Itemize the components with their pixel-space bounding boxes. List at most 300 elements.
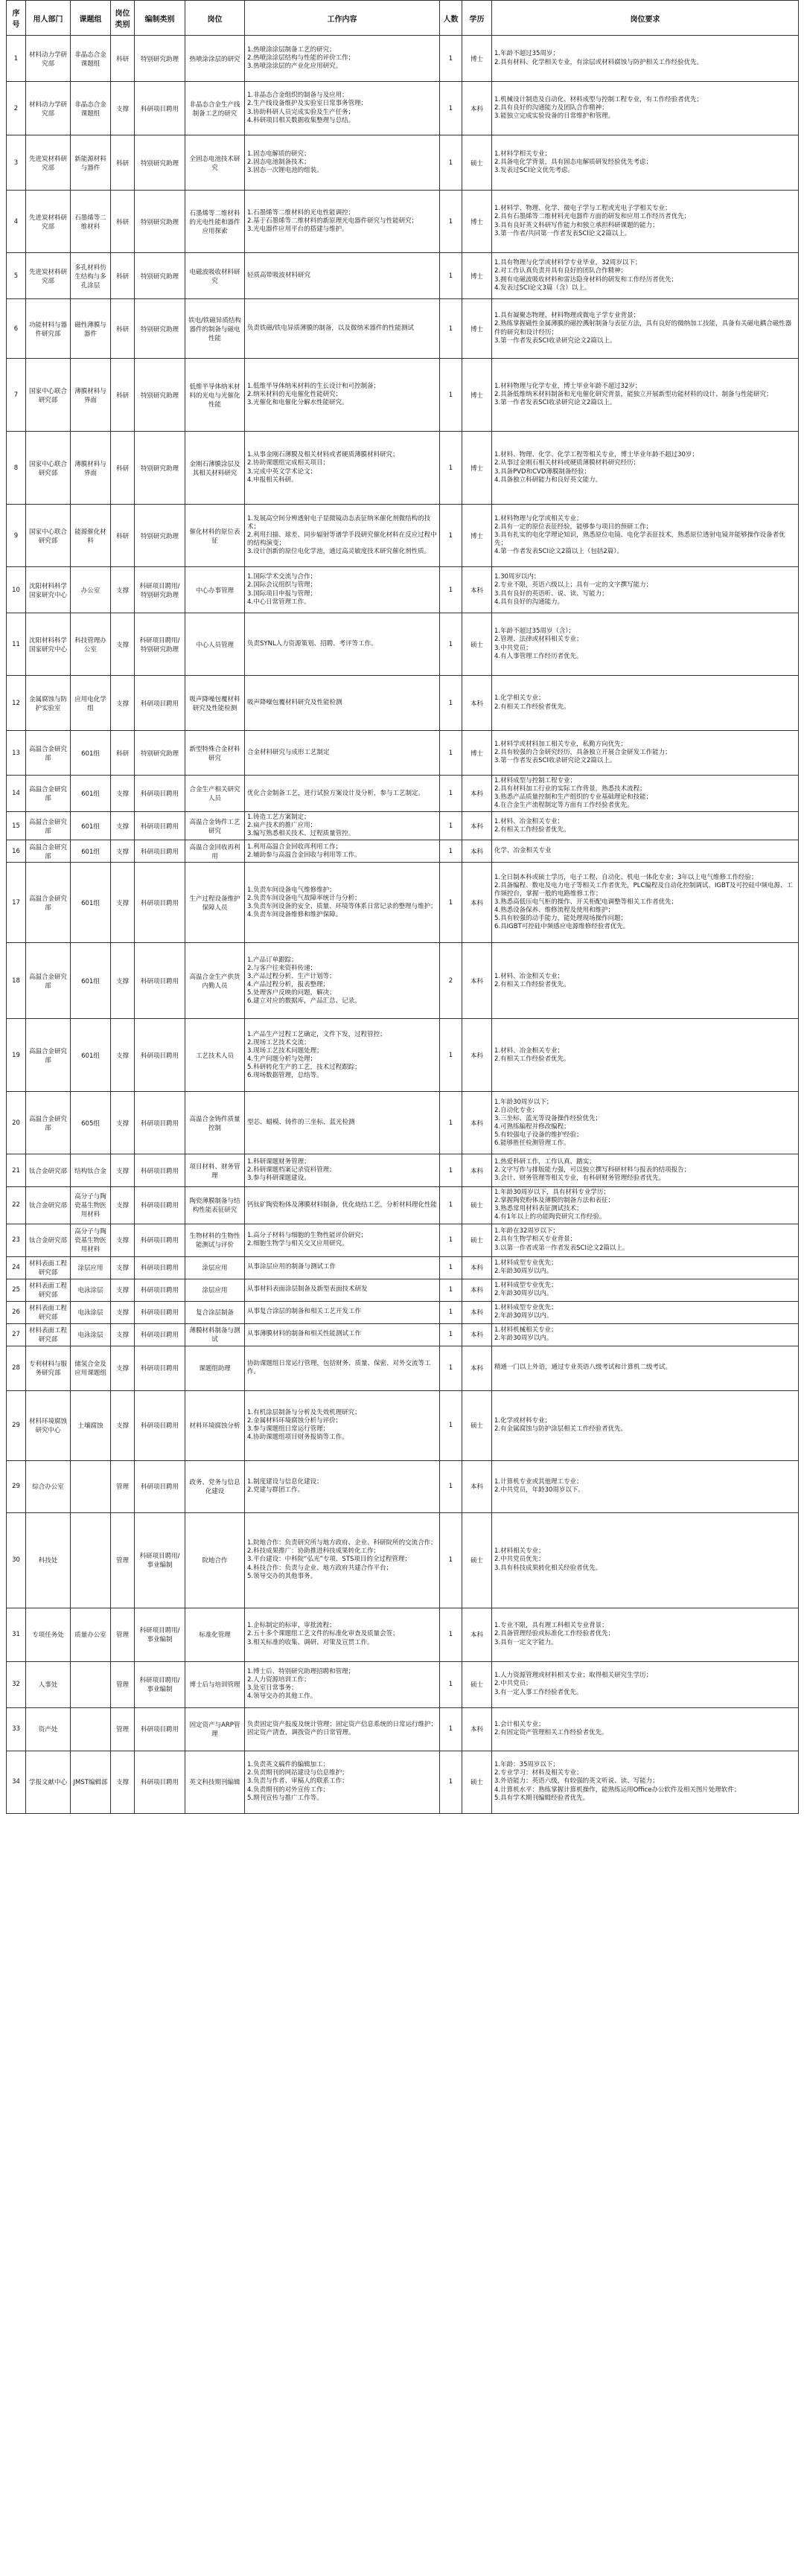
cell-group: 601组 [71, 1019, 111, 1092]
cell-dept: 先进炭材料研究部 [26, 135, 71, 191]
cell-education: 本科 [462, 1154, 492, 1187]
cell-dept: 沈阳材料科学国家研究中心 [26, 613, 71, 676]
cell-work: 1.低维半导体纳米材料的生长设计和可控制备； 2.纳米材料的光电催化性能研究； 3.光催化和电催化分解水性能研究。 [245, 359, 440, 432]
header-dept: 用人部门 [26, 1, 71, 36]
cell-count: 1 [440, 1256, 462, 1279]
cell-no: 29 [7, 1390, 26, 1460]
cell-dept: 高温合金研究部 [26, 1019, 71, 1092]
cell-count: 1 [440, 613, 462, 676]
table-row [7, 253, 799, 299]
table-row [7, 1751, 799, 1813]
cell-work: 吸声降噪包覆材料研究及性能检测 [245, 676, 440, 731]
cell-count: 1 [440, 1707, 462, 1751]
cell-education: 博士 [462, 191, 492, 253]
table-row [7, 676, 799, 731]
cell-no: 11 [7, 613, 26, 676]
cell-post: 英文科技期刊编辑 [185, 1751, 245, 1813]
cell-education: 本科 [462, 676, 492, 731]
cell-count: 1 [440, 1751, 462, 1813]
cell-dept: 材料环境腐蚀研究中心 [26, 1390, 71, 1460]
cell-group: 石墨烯等二维材料 [71, 191, 111, 253]
cell-work: 协助课题组日常运行管理，包括财务、质量、保密、对外交流等工作。 [245, 1346, 440, 1390]
cell-post: 标准化管理 [185, 1608, 245, 1661]
cell-post: 金刚石薄膜涂层及其相关材料研究 [185, 432, 245, 505]
table-row [7, 1707, 799, 1751]
cell-work: 1.制度建设与信息化建设； 2.党建与群团工作。 [245, 1460, 440, 1512]
cell-requirements: 1.具有凝聚态物理、材料物理或微电子学专业背景； 2.熟练掌握磁性金属薄膜的磁控溅射制备与表征方法，具有良好的微纳加工技能，具备有关磁电耦合磁性器件的研究和设计经历； 3.第一作者发表SCI收录研究论文2篇以上。 [492, 299, 799, 359]
cell-no: 10 [7, 567, 26, 613]
table-row [7, 567, 799, 613]
cell-post: 中心人员管理 [185, 613, 245, 676]
cell-no: 24 [7, 1256, 26, 1279]
cell-establishment: 科研项目聘用 [135, 1154, 185, 1187]
table-row [7, 840, 799, 863]
cell-requirements: 1.全日制本科或硕士学历，电子工程、自动化、机电一体化专业；3年以上电气维修工作经验； 2.具备编程、数电及电力电子等相关工作者优先，PLC编程及自动化控制调试、IGBT及可控硅中频电源、工作频控台，掌握一般的电路维修工作； 3.熟悉高低压电气柜的操作、开关柜配电调整等相关工作者优先； 4.熟悉设备保养、维修流程及使用和维护； 5.具有较强的动手能力，能处理现场操作问题； 6.具IGBT可控硅中频感应电源维修经验者优先。 [492, 863, 799, 943]
cell-education: 本科 [462, 1301, 492, 1323]
cell-work: 1.负责车间设备电气维修维护； 2.负责车间设备电气故障率统计与分析； 3.负责车间设备的安全、质量、环境等体系日常记录的整理与维护； 4.负责车间设备维修和维护保障。 [245, 863, 440, 943]
cell-category: 科研 [111, 299, 135, 359]
cell-dept: 沈阳材料科学国家研究中心 [26, 567, 71, 613]
table-row [7, 1154, 799, 1187]
cell-education: 硕士 [462, 1512, 492, 1608]
cell-category: 支撑 [111, 1751, 135, 1813]
cell-dept: 先进炭材料研究部 [26, 253, 71, 299]
cell-post: 高温合金铸件工艺研究 [185, 812, 245, 840]
cell-category: 支撑 [111, 1279, 135, 1301]
cell-requirements: 1.材料成型与控制工程专业； 2.具有材料加工行业的实际工作背景，熟悉技术流程； 3.熟悉产品质量控制和生产组织的专业基础理论和技能； 4.在合金生产流程制定等方面有工作经验者优先。 [492, 776, 799, 812]
cell-establishment: 科研项目聘用 [135, 863, 185, 943]
cell-no: 13 [7, 731, 26, 776]
cell-work: 1.发展高空间分辨透射电子显微镜动态表征纳米催化剂微结构的技术； 2.利用扫描、球差、同步辐射等谱学手段研究催化材料在反应过程中的结构演变； 3.设计创新的原位电化学池，通过高灵敏度技术研究催化剂性质。 [245, 505, 440, 567]
cell-post: 高温合金回收再利用 [185, 840, 245, 863]
cell-establishment: 科研项目聘用 [135, 812, 185, 840]
cell-dept: 高温合金研究部 [26, 863, 71, 943]
cell-post: 材料环境腐蚀分析 [185, 1390, 245, 1460]
cell-education: 博士 [462, 359, 492, 432]
cell-dept: 学报文献中心 [26, 1751, 71, 1813]
cell-category: 支撑 [111, 82, 135, 135]
cell-requirements: 1.会计相关专业； 2.有固定资产管理相关工作经验者优先。 [492, 1707, 799, 1751]
cell-requirements: 1.材料物理与化学专业，博士毕业年龄不超过32岁； 2.具备低维纳米材料制备和光电催化研究背景，能独立开展新型功能材料的设计、制备与性能研究； 3.第一作者发表SCI收录研究论文2篇以上。 [492, 359, 799, 432]
cell-no: 26 [7, 1301, 26, 1323]
cell-requirements: 1.人力资源管理或材料相关专业；取得相关研究生学历； 2.中共党员； 3.有一定人事工作经验者优先。 [492, 1661, 799, 1707]
cell-work: 1.有机涂层制备与分析及失效机理研究； 2.金属材料环境腐蚀分析与评价； 3.参与课题组日常运行管理； 4.协助课题组项目财务报销等工作。 [245, 1390, 440, 1460]
table-row [7, 1256, 799, 1279]
cell-post: 石墨烯等二维材料的光电性能和器件应用探索 [185, 191, 245, 253]
cell-post: 陶瓷薄膜制备与结构性能表征研究 [185, 1187, 245, 1224]
cell-work: 从事材料表面涂层制备及新型表面技术研发 [245, 1279, 440, 1301]
cell-post: 热喷涂涂层的研究 [185, 36, 245, 82]
cell-establishment: 科研项目聘用 [135, 1301, 185, 1323]
cell-establishment: 特别研究助理 [135, 432, 185, 505]
cell-work: 1.产品生产过程工艺确定，文件下发，过程管控； 2.现场工艺技术交流； 3.现场工艺技术问题处理； 4.生产问题分析与处理； 5.科研转化生产的工艺，技术过程跟踪； 6.现场数据管理，总结等。 [245, 1019, 440, 1092]
cell-requirements: 1.年龄不超过35周岁（含）； 2.管理、法律或材料相关专业； 3.中共党员； 4.有人事管理工作经历者优先。 [492, 613, 799, 676]
cell-no: 16 [7, 840, 26, 863]
cell-dept: 钛合金研究部 [26, 1154, 71, 1187]
cell-count: 1 [440, 1608, 462, 1661]
cell-post: 合金生产相关研究人员 [185, 776, 245, 812]
cell-establishment: 特别研究助理 [135, 253, 185, 299]
cell-requirements: 1.材料物理与化学或相关专业； 2.具有一定的原位表征经验，能够参与项目的预研工作； 3.具有扎实的电化学理论知识，熟悉原位电镜、电化学表征技术，熟悉原位透射电镜并能够操作设备者优先； 4.第一作者发表SCI论文2篇以上（包括2篇）。 [492, 505, 799, 567]
cell-education: 硕士 [462, 1751, 492, 1813]
cell-work: 1.从事金刚石薄膜及相关材料或者硬质薄膜材料研究； 2.协助课题组完成相关项目； 3.完成中英文学术论文； 4.申报相关科研。 [245, 432, 440, 505]
cell-post: 固定资产与ARP管理 [185, 1707, 245, 1751]
cell-category: 支撑 [111, 812, 135, 840]
cell-education: 本科 [462, 1279, 492, 1301]
cell-no: 9 [7, 505, 26, 567]
cell-no: 20 [7, 1092, 26, 1154]
cell-dept: 材料表面工程研究部 [26, 1323, 71, 1346]
cell-group: 高分子与陶瓷基生物医用材料 [71, 1187, 111, 1224]
cell-count: 1 [440, 299, 462, 359]
cell-category: 支撑 [111, 776, 135, 812]
cell-group: 多孔材料仿生结构与多孔涂层 [71, 253, 111, 299]
cell-group: JMST编辑部 [71, 1751, 111, 1813]
table-row [7, 1279, 799, 1301]
cell-no: 28 [7, 1346, 26, 1390]
cell-no: 8 [7, 432, 26, 505]
cell-work: 1.博士后、特别研究助理招聘和管理； 2.人力资源培训工作； 3.处室日常事务； 4.领导交办的其他工作。 [245, 1661, 440, 1707]
cell-post: 中心办事管理 [185, 567, 245, 613]
cell-requirements: 1.材料学、物理、化学、微电子学与工程或光电子学相关专业； 2.具有石墨烯等二维材料光电器件方面的研发和应用工作经历者优先； 3.具有良好英文科研写作能力和独立承担科研课题的能力； 3.第一作者/共同第一作者发表SCI论文2篇以上。 [492, 191, 799, 253]
cell-establishment: 特别研究助理 [135, 505, 185, 567]
cell-group [71, 1707, 111, 1751]
cell-education: 本科 [462, 812, 492, 840]
cell-education: 本科 [462, 1346, 492, 1390]
cell-requirements: 1.材料成型专业优先； 2.年龄30周岁以内。 [492, 1301, 799, 1323]
cell-education: 本科 [462, 943, 492, 1019]
cell-no: 34 [7, 1751, 26, 1813]
cell-education: 本科 [462, 776, 492, 812]
cell-count: 1 [440, 1019, 462, 1092]
cell-count: 1 [440, 191, 462, 253]
cell-category: 支撑 [111, 613, 135, 676]
table-row [7, 1460, 799, 1512]
cell-no: 17 [7, 863, 26, 943]
cell-requirements: 1.材料、冶金相关专业； 2.有相关工作经验者优先。 [492, 1019, 799, 1092]
cell-no: 21 [7, 1154, 26, 1187]
cell-requirements: 1.30周岁以内； 2.专业不限，英语六级以上；具有一定的文字撰写能力； 3.具有良好的英语听、说、读、写能力； 4.具有良好的沟通能力。 [492, 567, 799, 613]
cell-post: 工艺技术人员 [185, 1019, 245, 1092]
cell-work: 1.负责英文稿件的编辑加工； 2.负责期刊的网站建设与信息维护； 3.负责与作者、审稿人的联系工作； 4.负责期刊的对外宣传工作； 5.期刊宣传与推广工作等。 [245, 1751, 440, 1813]
cell-count: 1 [440, 253, 462, 299]
cell-dept: 高温合金研究部 [26, 731, 71, 776]
cell-dept: 专利材料与服务研究部 [26, 1346, 71, 1390]
cell-education: 博士 [462, 432, 492, 505]
cell-count: 1 [440, 1154, 462, 1187]
cell-education: 硕士 [462, 613, 492, 676]
cell-group: 高分子与陶瓷基生物医用材料 [71, 1224, 111, 1256]
cell-dept: 综合办公室 [26, 1460, 71, 1512]
cell-no: 5 [7, 253, 26, 299]
table-row [7, 613, 799, 676]
cell-category: 支撑 [111, 1154, 135, 1187]
cell-establishment: 科研项目聘用/事业编制 [135, 1608, 185, 1661]
cell-education: 硕士 [462, 135, 492, 191]
cell-dept: 国家中心联合研究部 [26, 359, 71, 432]
table-row [7, 432, 799, 505]
cell-requirements: 1.具有物理与化学或材料学专业毕业，32周岁以下； 2.对工作认真负责并具有良好的团队合作精神； 3.拥有电磁波吸收材料和雷达隐身材料的研发和工作经历者优先； 4.发表过SCI论文3篇（含）以上。 [492, 253, 799, 299]
cell-requirements: 1.材料成型专业优先； 2.年龄30周岁以内。 [492, 1256, 799, 1279]
cell-no: 3 [7, 135, 26, 191]
table-row [7, 82, 799, 135]
cell-category: 科研 [111, 432, 135, 505]
cell-education: 本科 [462, 1019, 492, 1092]
header-group: 课题组 [71, 1, 111, 36]
cell-category: 管理 [111, 1661, 135, 1707]
cell-category: 支撑 [111, 676, 135, 731]
cell-no: 4 [7, 191, 26, 253]
header-category: 岗位类别 [111, 1, 135, 36]
cell-establishment: 科研项目聘用 [135, 1092, 185, 1154]
cell-dept: 功能材料与器件研究部 [26, 299, 71, 359]
cell-count: 1 [440, 1092, 462, 1154]
cell-establishment: 科研项目聘用 [135, 1390, 185, 1460]
cell-post: 生产过程设备维护保障人员 [185, 863, 245, 943]
cell-no: 30 [7, 1512, 26, 1608]
cell-group: 薄膜材料与界面 [71, 359, 111, 432]
cell-requirements: 1.材料相关专业； 2.中共党员优先； 3.具有科技成果转化相关经验者优先。 [492, 1512, 799, 1608]
cell-group: 非晶态合金课题组 [71, 36, 111, 82]
header-post: 岗位 [185, 1, 245, 36]
cell-establishment: 科研项目聘用 [135, 1460, 185, 1512]
header-count: 人数 [440, 1, 462, 36]
cell-education: 本科 [462, 1460, 492, 1512]
table-row [7, 731, 799, 776]
cell-requirements: 1.年龄不超过35周岁； 2.具有材料、化学相关专业，有涂层或材料腐蚀与防护相关工作经验优先。 [492, 36, 799, 82]
cell-count: 1 [440, 1224, 462, 1256]
cell-group: 办公室 [71, 567, 111, 613]
cell-group [71, 1512, 111, 1608]
cell-category: 支撑 [111, 840, 135, 863]
table-row [7, 1301, 799, 1323]
cell-group: 新能源材料与器件 [71, 135, 111, 191]
cell-post: 铁电/铁磁异质结构器件的制备与磁电性能 [185, 299, 245, 359]
cell-count: 1 [440, 1301, 462, 1323]
cell-no: 1 [7, 36, 26, 82]
cell-post: 涂层应用 [185, 1279, 245, 1301]
cell-dept: 人事处 [26, 1661, 71, 1707]
cell-category: 科研 [111, 505, 135, 567]
cell-establishment: 科研项目聘用 [135, 840, 185, 863]
cell-establishment: 特别研究助理 [135, 135, 185, 191]
cell-group: 储氢合金及应用课题组 [71, 1346, 111, 1390]
cell-category: 科研 [111, 191, 135, 253]
cell-no: 23 [7, 1224, 26, 1256]
table-row [7, 943, 799, 1019]
table-row [7, 299, 799, 359]
cell-post: 电磁波吸收材料研究 [185, 253, 245, 299]
cell-group: 电泳涂层 [71, 1279, 111, 1301]
cell-no: 14 [7, 776, 26, 812]
cell-group: 磁性薄膜与器件 [71, 299, 111, 359]
cell-work: 从事涂层应用的制备与测试工作 [245, 1256, 440, 1279]
table-body [7, 36, 799, 1814]
cell-work: 1.国际学术交流与合作； 2.国际会议组织与管理； 3.国际项目申报与管理； 4.中心日常管理工作。 [245, 567, 440, 613]
cell-establishment: 科研项目聘用 [135, 943, 185, 1019]
cell-education: 本科 [462, 840, 492, 863]
cell-count: 1 [440, 36, 462, 82]
cell-requirements: 1.材料学或材料加工相关专业，私勤方向优先； 2.具有较强的合金研究经历，具备独立开展合金研发工作能力； 3.第一作者发表SCI收录研究论文2篇以上。 [492, 731, 799, 776]
cell-count: 1 [440, 676, 462, 731]
cell-work: 钙钛矿陶瓷粉体及薄膜材料制备，优化烧结工艺，分析材料理化性能 [245, 1187, 440, 1224]
cell-post: 博士后与培训管理 [185, 1661, 245, 1707]
cell-establishment: 科研项目聘用 [135, 1019, 185, 1092]
cell-group: 601组 [71, 731, 111, 776]
cell-group: 涂层应用 [71, 1256, 111, 1279]
cell-work: 1.产品订单跟踪； 2.与客户往来资料传递； 3.产品过程分析、生产计划等； 4.产品过程分析，报表整理； 5.处理客户反映的问题，解决； 6.建立对应的数据库，产品汇总、记录。 [245, 943, 440, 1019]
cell-education: 硕士 [462, 1187, 492, 1224]
cell-post: 高温合金生产供货内勤人员 [185, 943, 245, 1019]
cell-work: 1.利用高温合金回收再利用工作； 2.辅助参与高温合金回收与利用等工作。 [245, 840, 440, 863]
cell-establishment: 特别研究助理 [135, 731, 185, 776]
cell-work: 1.科研课题财务管理； 2.科研课题档案记录资料管理； 3.参与科研课题建设。 [245, 1154, 440, 1187]
table-row [7, 1092, 799, 1154]
cell-establishment: 科研项目聘用/特别研究助理 [135, 567, 185, 613]
cell-education: 博士 [462, 36, 492, 82]
cell-post: 催化材料的原位表征 [185, 505, 245, 567]
table-row [7, 505, 799, 567]
cell-no: 19 [7, 1019, 26, 1092]
cell-group [71, 1661, 111, 1707]
cell-no: 6 [7, 299, 26, 359]
cell-establishment: 科研项目聘用 [135, 1256, 185, 1279]
table-row [7, 1661, 799, 1707]
cell-count: 1 [440, 812, 462, 840]
cell-category: 支撑 [111, 567, 135, 613]
cell-count: 1 [440, 567, 462, 613]
cell-no: 15 [7, 812, 26, 840]
cell-education: 硕士 [462, 1390, 492, 1460]
cell-dept: 高温合金研究部 [26, 776, 71, 812]
cell-requirements: 1.年龄30周岁以下，具有材料专业学历； 2.掌握陶瓷粉体及薄膜的制备方法和表征； 3.熟悉常用材料表征测试技术； 4.有1年以上的功能陶瓷研究工作经验。 [492, 1187, 799, 1224]
cell-work: 从事复合涂层的制备和相关工艺开发工作 [245, 1301, 440, 1323]
cell-no: 32 [7, 1661, 26, 1707]
header-education: 学历 [462, 1, 492, 36]
cell-requirements: 1.专业不限，具有理工科相关专业背景； 2.具备管理经验或标准化工作经验者优先； 3.具有一定文字能力。 [492, 1608, 799, 1661]
cell-dept: 金属腐蚀与防护实验室 [26, 676, 71, 731]
cell-work: 优化合金制备工艺，进行试验方案设计及分析，参与工艺制定。 [245, 776, 440, 812]
table-row [7, 1224, 799, 1256]
cell-category: 支撑 [111, 1092, 135, 1154]
cell-count: 1 [440, 840, 462, 863]
cell-category: 管理 [111, 1608, 135, 1661]
table-row [7, 1390, 799, 1460]
table-row [7, 776, 799, 812]
cell-category: 支撑 [111, 1256, 135, 1279]
cell-establishment: 科研项目聘用 [135, 1346, 185, 1390]
cell-establishment: 科研项目聘用/事业编制 [135, 1661, 185, 1707]
cell-requirements: 1.年龄：35周岁以下； 2.专业学习：材料及相关专业； 3.外语能力：英语六级，有较强的英文听说、读、写能力； 4.计算机水平：熟练掌握计算机操作，能熟练运用Office办公软件及相关图片处理软件； 5.具有学术期刊编辑经验者优先。 [492, 1751, 799, 1813]
cell-establishment: 特别研究助理 [135, 359, 185, 432]
cell-category: 支撑 [111, 1323, 135, 1346]
cell-education: 博士 [462, 731, 492, 776]
cell-count: 1 [440, 776, 462, 812]
table-row [7, 1323, 799, 1346]
cell-work: 1.固态电解质的研究； 2.固态电池制备技术； 3.固态一次锂电池的组装。 [245, 135, 440, 191]
cell-category: 科研 [111, 135, 135, 191]
cell-post: 院地合作 [185, 1512, 245, 1608]
cell-establishment: 科研项目聘用 [135, 1224, 185, 1256]
cell-establishment: 科研项目聘用 [135, 1279, 185, 1301]
cell-dept: 高温合金研究部 [26, 1092, 71, 1154]
cell-requirements: 1.化学相关专业； 2.有相关工作经验者优先。 [492, 676, 799, 731]
cell-establishment: 科研项目聘用/特别研究助理 [135, 613, 185, 676]
cell-work: 1.院地合作：负责研究所与地方政府、企业、科研院所的交流合作； 2.科技成果推广：协助推进科技成果转化工作； 3.平台建设：中科院“弘光”专项、STS项目的全过程管理； 4.科技合作：负责与企业、地方政府共建合作平台； 5.领导交办的其他事务。 [245, 1512, 440, 1608]
cell-post: 全固态电池技术研究 [185, 135, 245, 191]
cell-education: 硕士 [462, 1661, 492, 1707]
cell-requirements: 1.材料、冶金相关专业； 2.有相关工作经验者优先。 [492, 812, 799, 840]
cell-count: 1 [440, 505, 462, 567]
cell-work: 1.铸造工艺方案制定； 2.扁产技术的推广应用； 3.编写熟悉相关技术、过程质量管控。 [245, 812, 440, 840]
cell-requirements: 1.材料学相关专业； 2.具备电化学背景，具有固态电解质研发经验优先考虑； 3.发表过SCI论文优先考虑。 [492, 135, 799, 191]
cell-education: 博士 [462, 253, 492, 299]
cell-education: 本科 [462, 567, 492, 613]
table-row [7, 359, 799, 432]
cell-group: 土壤腐蚀 [71, 1390, 111, 1460]
cell-post: 课题组助理 [185, 1346, 245, 1390]
cell-post: 项目材料、财务管理 [185, 1154, 245, 1187]
cell-group: 非晶态合金课题组 [71, 82, 111, 135]
cell-category: 科研 [111, 253, 135, 299]
cell-requirements: 1.年龄30周岁以下； 2.自动化专业； 3.三坐标、蓝光等设备操作经验优先； 4.可熟练编程并修改编程； 5.有较强电子设备的维护经验； 6.能够胜任检测管理工作。 [492, 1092, 799, 1154]
cell-count: 1 [440, 731, 462, 776]
table-row [7, 36, 799, 82]
recruitment-table-container [6, 0, 798, 1814]
cell-education: 本科 [462, 1707, 492, 1751]
cell-establishment: 科研项目聘用 [135, 1707, 185, 1751]
cell-group: 应用电化学组 [71, 676, 111, 731]
cell-dept: 材料动力学研究部 [26, 36, 71, 82]
table-row [7, 135, 799, 191]
cell-dept: 先进炭材料研究部 [26, 191, 71, 253]
cell-requirements: 1.材料机械相关专业； 2.年龄30周岁以内。 [492, 1323, 799, 1346]
cell-category: 科研 [111, 731, 135, 776]
cell-work: 1.热喷涂涂层制备工艺的研究； 2.热喷涂涂层结构与性能的评价工作； 3.热喷涂涂层的产业化应用研究。 [245, 36, 440, 82]
cell-count: 1 [440, 432, 462, 505]
cell-no: 18 [7, 943, 26, 1019]
cell-work: 1.企标制定的标审、审批流程； 2.五十多个课题组工艺文件的标准化审查及质量会签； 3.相关标准的收集、调研、对策及宣贯工作。 [245, 1608, 440, 1661]
cell-count: 1 [440, 1279, 462, 1301]
cell-establishment: 科研项目聘用 [135, 1751, 185, 1813]
cell-count: 1 [440, 1390, 462, 1460]
cell-no: 12 [7, 676, 26, 731]
cell-work: 1.石墨烯等二维材料的光电性能调控； 2.基于石墨烯等二维材料的新原理光电器件研究与性能研究； 3.光电器件应用平台的搭建与维护。 [245, 191, 440, 253]
cell-count: 1 [440, 1346, 462, 1390]
cell-count: 1 [440, 863, 462, 943]
cell-post: 薄膜材料制备与测试 [185, 1323, 245, 1346]
cell-group: 结构钛合金 [71, 1154, 111, 1187]
cell-count: 1 [440, 359, 462, 432]
cell-dept: 资产处 [26, 1707, 71, 1751]
cell-work: 负责固定资产报废及统计管理；固定资产信息系统的日常运行维护；固定资产清查，调拨资产的日常管理。 [245, 1707, 440, 1751]
cell-work: 1.非晶态合金组织的制备与及应用； 2.生产线设备维护及实验室日常事务管理； 3.协助科研人员完成实验及生产任务； 4.科研项目相关数据收集整理与总结。 [245, 82, 440, 135]
cell-count: 1 [440, 1187, 462, 1224]
cell-category: 支撑 [111, 1019, 135, 1092]
cell-category: 管理 [111, 1460, 135, 1512]
cell-establishment: 科研项目聘用 [135, 1187, 185, 1224]
cell-post: 政务、党务与信息化建设 [185, 1460, 245, 1512]
cell-establishment: 科研项目聘用/事业编制 [135, 1512, 185, 1608]
cell-category: 支撑 [111, 1224, 135, 1256]
cell-post: 低维半导体纳米材料的光电与光催化性能 [185, 359, 245, 432]
cell-establishment: 特别研究助理 [135, 36, 185, 82]
cell-no: 33 [7, 1707, 26, 1751]
cell-dept: 材料动力学研究部 [26, 82, 71, 135]
recruitment-table [6, 0, 799, 1814]
cell-group: 601组 [71, 840, 111, 863]
cell-work: 从事薄膜材料的制备和相关性能测试工作 [245, 1323, 440, 1346]
